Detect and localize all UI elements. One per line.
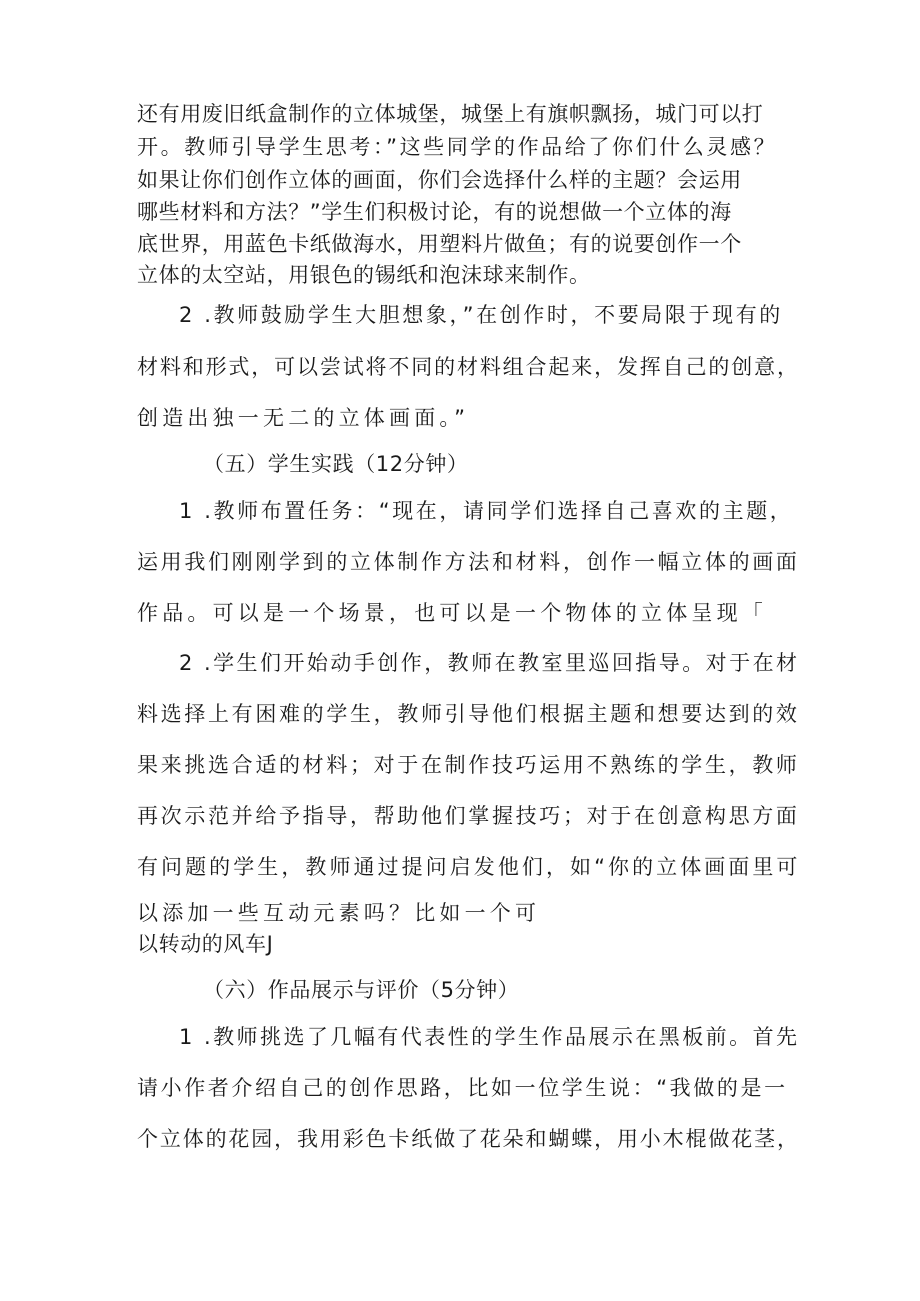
paragraph-line: 以添加一些互动元素吗？比如一个可 <box>137 901 541 925</box>
paragraph-line: 材料和形式，可以尝试将不同的材料组合起来，发挥自己的创意， <box>137 355 800 379</box>
paragraph-line: 有问题的学生，教师通过提问启发他们，如“你的立体画面里可 <box>137 855 801 879</box>
paragraph-line: 创造出独一无二的立体画面。” <box>137 406 470 430</box>
paragraph-line: 作品。可以是一个场景，也可以是一个物体的立体呈现「 <box>137 601 767 625</box>
paragraph-line: 以转动的风车J <box>137 932 274 956</box>
paragraph-line: 立体的太空站，用银色的锡纸和泡沫球来制作。 <box>137 263 591 287</box>
paragraph-line: 还有用废旧纸盒制作的立体城堡，城堡上有旗帜飘扬，城门可以打 <box>137 102 764 126</box>
paragraph-line: 哪些材料和方法？”学生们积极讨论，有的说想做一个立体的海 <box>137 200 732 224</box>
paragraph-line: 运用我们刚刚学到的立体制作方法和材料，创作一幅立体的画面 <box>137 550 800 574</box>
section-heading: （五）学生实践（12分钟） <box>203 452 469 476</box>
paragraph-line: 请小作者介绍自己的创作思路，比如一位学生说：“我做的是一 <box>137 1076 788 1100</box>
paragraph-line: 如果让你们创作立体的画面，你们会选择什么样的主题？会运用 <box>137 168 742 192</box>
paragraph-line: 个立体的花园，我用彩色卡纸做了花朵和蝴蝶，用小木棍做花茎， <box>137 1127 800 1151</box>
list-item-line: 1 .教师布置任务：“现在，请同学们选择自己喜欢的主题， <box>179 499 794 523</box>
paragraph-line: 开。教师引导学生思考：”这些同学的作品给了你们什么灵感？ <box>137 135 778 159</box>
paragraph-line: 再次示范并给予指导，帮助他们掌握技巧；对于在创意构思方面 <box>137 804 800 828</box>
list-item-line: 1 .教师挑选了几幅有代表性的学生作品展示在黑板前。首先 <box>179 1025 800 1049</box>
section-heading: （六）作品展示与评价（5分钟） <box>203 978 520 1002</box>
list-item-line: 2 .教师鼓励学生大胆想象，”在创作时，不要局限于现有的 <box>179 303 783 327</box>
list-item-line: 2 .学生们开始动手创作，教师在教室里巡回指导。对于在材 <box>179 651 800 675</box>
paragraph-line: 底世界，用蓝色卡纸做海水，用塑料片做鱼；有的说要创作一个 <box>137 232 742 256</box>
paragraph-line: 果来挑选合适的材料；对于在制作技巧运用不熟练的学生，教师 <box>137 753 800 777</box>
paragraph-line: 料选择上有困难的学生，教师引导他们根据主题和想要达到的效 <box>137 702 800 726</box>
